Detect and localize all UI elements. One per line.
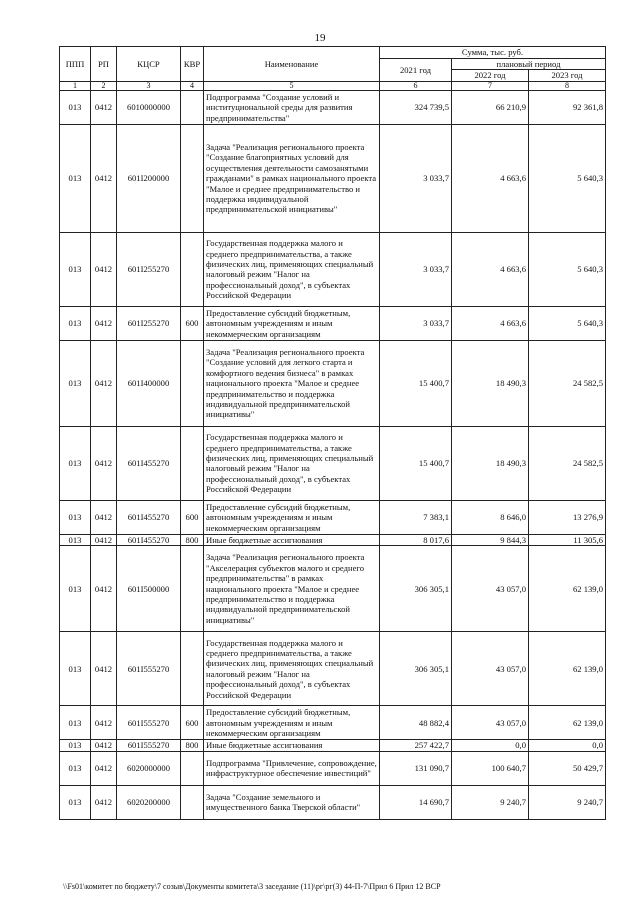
header-kvr: КВР	[181, 47, 204, 82]
name-cell: Подпрограмма "Создание условий и институциональной среды для развития предпринимательства"	[204, 90, 380, 124]
amount-2023-cell: 5 640,3	[529, 306, 606, 340]
kcsr-cell: 601I400000	[117, 340, 181, 426]
rp-cell: 0412	[91, 426, 117, 500]
table-row	[60, 124, 606, 232]
column-index: 5	[204, 81, 380, 90]
amount-2023-cell: 62 139,0	[529, 706, 606, 740]
name-cell: Задача "Реализация регионального проекта "Акселерация субъектов малого и среднего предпринимательства" в рамках национального проекта "Малое и среднее предпринимательство и поддержка индивидуальной предпринимательской инициативы"	[204, 546, 380, 632]
amount-2021-cell: 131 090,7	[380, 751, 452, 785]
table-row	[60, 785, 606, 819]
kcsr-cell: 6020200000	[117, 785, 181, 819]
amount-2022-cell: 4 663,6	[452, 232, 529, 306]
table-row	[60, 90, 606, 124]
kvr-cell: 800	[181, 534, 204, 545]
column-index: 4	[181, 81, 204, 90]
header-planning-period: плановый период	[452, 59, 606, 70]
ppp-cell: 013	[60, 90, 91, 124]
amount-2021-cell: 48 882,4	[380, 706, 452, 740]
table-row	[60, 500, 606, 534]
table-row	[60, 340, 606, 426]
kvr-cell	[181, 232, 204, 306]
name-cell: Предоставление субсидий бюджетным, автономным учреждениям и иным некоммерческим организациям	[204, 306, 380, 340]
amount-2023-cell: 11 305,6	[529, 534, 606, 545]
amount-2023-cell: 5 640,3	[529, 232, 606, 306]
kcsr-cell: 601I255270	[117, 306, 181, 340]
header-sum: Сумма, тыс. руб.	[380, 47, 606, 59]
table-row	[60, 534, 606, 545]
kcsr-cell: 601I200000	[117, 124, 181, 232]
amount-2021-cell: 3 033,7	[380, 232, 452, 306]
ppp-cell: 013	[60, 706, 91, 740]
table-row	[60, 751, 606, 785]
kcsr-cell: 601I555270	[117, 706, 181, 740]
ppp-cell: 013	[60, 740, 91, 751]
amount-2023-cell: 13 276,9	[529, 500, 606, 534]
amount-2023-cell: 24 582,5	[529, 340, 606, 426]
amount-2023-cell: 24 582,5	[529, 426, 606, 500]
header-ppp: ППП	[60, 47, 91, 82]
column-index: 6	[380, 81, 452, 90]
header-year-2023: 2023 год	[529, 70, 606, 81]
kcsr-cell: 601I500000	[117, 546, 181, 632]
amount-2021-cell: 257 422,7	[380, 740, 452, 751]
amount-2022-cell: 18 490,3	[452, 340, 529, 426]
amount-2022-cell: 18 490,3	[452, 426, 529, 500]
rp-cell: 0412	[91, 306, 117, 340]
amount-2023-cell: 62 139,0	[529, 546, 606, 632]
rp-cell: 0412	[91, 740, 117, 751]
amount-2021-cell: 7 383,1	[380, 500, 452, 534]
kcsr-cell: 6020000000	[117, 751, 181, 785]
rp-cell: 0412	[91, 90, 117, 124]
amount-2021-cell: 306 305,1	[380, 546, 452, 632]
amount-2022-cell: 4 663,6	[452, 124, 529, 232]
kvr-cell	[181, 340, 204, 426]
amount-2022-cell: 9 844,3	[452, 534, 529, 545]
header-year-2022: 2022 год	[452, 70, 529, 81]
amount-2023-cell: 5 640,3	[529, 124, 606, 232]
header-name: Наименование	[204, 47, 380, 82]
kvr-cell: 800	[181, 740, 204, 751]
header-year-2021: 2021 год	[380, 59, 452, 82]
amount-2021-cell: 3 033,7	[380, 124, 452, 232]
kvr-cell: 600	[181, 306, 204, 340]
kcsr-cell: 601I455270	[117, 426, 181, 500]
amount-2023-cell: 9 240,7	[529, 785, 606, 819]
ppp-cell: 013	[60, 632, 91, 706]
rp-cell: 0412	[91, 785, 117, 819]
kvr-cell	[181, 426, 204, 500]
kcsr-cell: 601I555270	[117, 740, 181, 751]
name-cell: Задача "Реализация регионального проекта "Создание условий для легкого старта и комфортного ведения бизнеса" в рамках национального проекта "Малое и среднее предпринимательство и поддержка индивидуальной предпринимательской инициативы"	[204, 340, 380, 426]
amount-2022-cell: 43 057,0	[452, 546, 529, 632]
ppp-cell: 013	[60, 340, 91, 426]
column-index: 1	[60, 81, 91, 90]
rp-cell: 0412	[91, 340, 117, 426]
name-cell: Предоставление субсидий бюджетным, автономным учреждениям и иным некоммерческим организациям	[204, 706, 380, 740]
kvr-cell	[181, 546, 204, 632]
kvr-cell	[181, 785, 204, 819]
rp-cell: 0412	[91, 751, 117, 785]
amount-2021-cell: 15 400,7	[380, 340, 452, 426]
amount-2022-cell: 43 057,0	[452, 632, 529, 706]
table-row	[60, 546, 606, 632]
file-path-footer: \\Fs01\комитет по бюджету\7 созыв\Документы комитета\3 заседание (11)\рг\рг(3) 44-П-7\Прил 6 Прил 12 ВСР	[63, 882, 441, 891]
kvr-cell	[181, 90, 204, 124]
name-cell: Иные бюджетные ассигнования	[204, 740, 380, 751]
amount-2021-cell: 15 400,7	[380, 426, 452, 500]
rp-cell: 0412	[91, 546, 117, 632]
amount-2023-cell: 62 139,0	[529, 632, 606, 706]
amount-2021-cell: 14 690,7	[380, 785, 452, 819]
amount-2021-cell: 306 305,1	[380, 632, 452, 706]
amount-2023-cell: 50 429,7	[529, 751, 606, 785]
ppp-cell: 013	[60, 751, 91, 785]
amount-2023-cell: 92 361,8	[529, 90, 606, 124]
ppp-cell: 013	[60, 546, 91, 632]
kcsr-cell: 601I555270	[117, 632, 181, 706]
kcsr-cell: 601I255270	[117, 232, 181, 306]
ppp-cell: 013	[60, 500, 91, 534]
name-cell: Задача "Реализация регионального проекта "Создание благоприятных условий для осуществления деятельности самозанятыми гражданами" в рамках национального проекта "Малое и среднее предпринимательство и поддержка индивидуальной предпринимательской инициативы"	[204, 124, 380, 232]
ppp-cell: 013	[60, 306, 91, 340]
kvr-cell	[181, 124, 204, 232]
ppp-cell: 013	[60, 785, 91, 819]
rp-cell: 0412	[91, 500, 117, 534]
name-cell: Подпрограмма "Привлечение, сопровождение, инфраструктурное обеспечение инвестиций"	[204, 751, 380, 785]
kcsr-cell: 601I455270	[117, 534, 181, 545]
name-cell: Государственная поддержка малого и среднего предпринимательства, а также физических лиц, применяющих специальный налоговый режим "Налог на профессиональный доход", в субъектах Российской Федерации	[204, 426, 380, 500]
rp-cell: 0412	[91, 124, 117, 232]
table-row	[60, 740, 606, 751]
kvr-cell: 600	[181, 706, 204, 740]
name-cell: Задача "Создание земельного и имущественного банка Тверской области"	[204, 785, 380, 819]
ppp-cell: 013	[60, 534, 91, 545]
amount-2022-cell: 43 057,0	[452, 706, 529, 740]
table-row	[60, 306, 606, 340]
header-rp: РП	[91, 47, 117, 82]
kvr-cell: 600	[181, 500, 204, 534]
column-index-row	[60, 81, 606, 90]
budget-table	[59, 46, 606, 820]
name-cell: Государственная поддержка малого и среднего предпринимательства, а также физических лиц, применяющих специальный налоговый режим "Налог на профессиональный доход", в субъектах Российской Федерации	[204, 232, 380, 306]
kcsr-cell: 6010000000	[117, 90, 181, 124]
table-row	[60, 632, 606, 706]
amount-2022-cell: 0,0	[452, 740, 529, 751]
rp-cell: 0412	[91, 706, 117, 740]
amount-2022-cell: 8 646,0	[452, 500, 529, 534]
table-row	[60, 426, 606, 500]
header-kcsr: КЦСР	[117, 47, 181, 82]
kcsr-cell: 601I455270	[117, 500, 181, 534]
rp-cell: 0412	[91, 232, 117, 306]
page-number: 19	[314, 32, 326, 44]
ppp-cell: 013	[60, 124, 91, 232]
kvr-cell	[181, 751, 204, 785]
table-row	[60, 706, 606, 740]
amount-2022-cell: 66 210,9	[452, 90, 529, 124]
column-index: 7	[452, 81, 529, 90]
amount-2023-cell: 0,0	[529, 740, 606, 751]
column-index: 2	[91, 81, 117, 90]
column-index: 3	[117, 81, 181, 90]
amount-2022-cell: 4 663,6	[452, 306, 529, 340]
column-index: 8	[529, 81, 606, 90]
name-cell: Предоставление субсидий бюджетным, автономным учреждениям и иным некоммерческим организациям	[204, 500, 380, 534]
amount-2022-cell: 9 240,7	[452, 785, 529, 819]
rp-cell: 0412	[91, 534, 117, 545]
ppp-cell: 013	[60, 232, 91, 306]
rp-cell: 0412	[91, 632, 117, 706]
name-cell: Государственная поддержка малого и среднего предпринимательства, а также физических лиц, применяющих специальный налоговый режим "Налог на профессиональный доход", в субъектах Российской Федерации	[204, 632, 380, 706]
amount-2022-cell: 100 640,7	[452, 751, 529, 785]
name-cell: Иные бюджетные ассигнования	[204, 534, 380, 545]
amount-2021-cell: 8 017,6	[380, 534, 452, 545]
table-row	[60, 232, 606, 306]
ppp-cell: 013	[60, 426, 91, 500]
kvr-cell	[181, 632, 204, 706]
amount-2021-cell: 3 033,7	[380, 306, 452, 340]
amount-2021-cell: 324 739,5	[380, 90, 452, 124]
